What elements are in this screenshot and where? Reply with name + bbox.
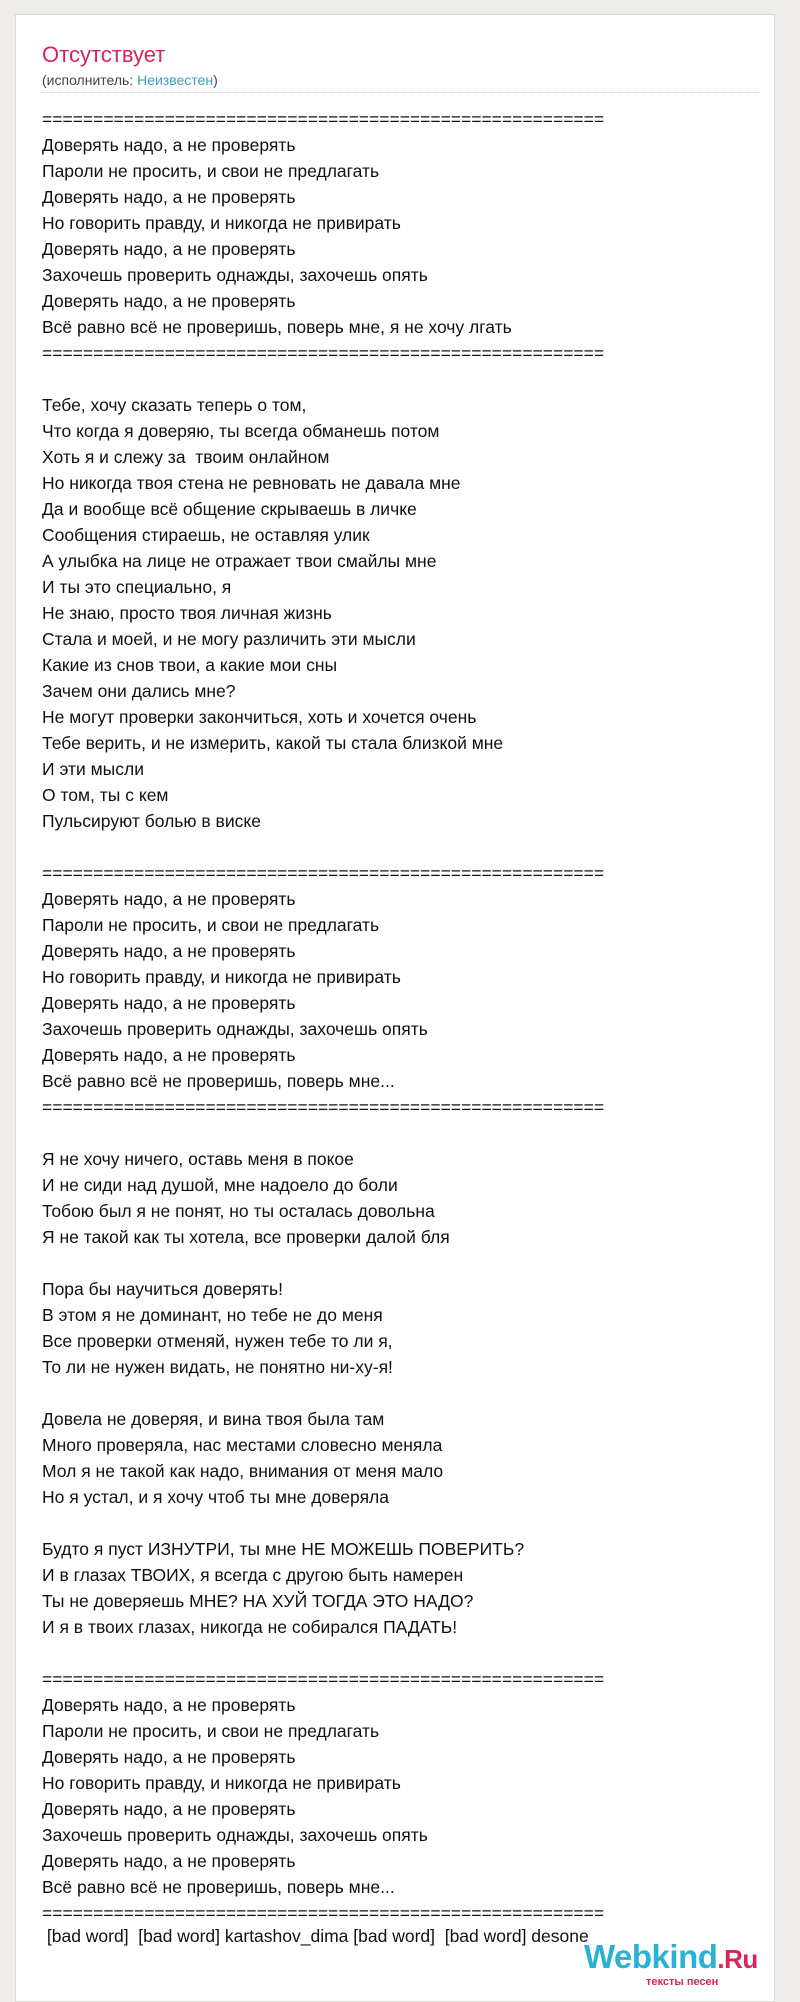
lyric-line: Но говорить правду, и никогда не привирать: [42, 213, 401, 233]
lyric-line: Что когда я доверяю, ты всегда обманешь потом: [42, 421, 440, 441]
lyric-line: Какие из снов твои, а какие мои сны: [42, 655, 338, 675]
lyric-line: Доверять надо, а не проверять: [42, 291, 296, 311]
lyric-line: =======================================================: [42, 1097, 605, 1117]
lyric-line: Я не такой как ты хотела, все проверки далой бля: [42, 1227, 450, 1247]
lyric-line: [42, 834, 760, 860]
lyric-line: Да и вообще всё общение скрываешь в личке: [42, 499, 417, 519]
lyric-line: Ты не доверяешь МНЕ? НА ХУЙ ТОГДА ЭТО НАДО?: [42, 1591, 474, 1611]
lyric-line: И не сиди над душой, мне надоело до боли: [42, 1175, 398, 1195]
lyric-line: Много проверяла, нас местами словесно меняла: [42, 1435, 443, 1455]
performer-line: [42, 72, 218, 88]
lyric-line: Зачем они дались мне?: [42, 681, 236, 701]
lyric-line: Пароли не просить, и свои не предлагать: [42, 161, 380, 181]
lyric-line: Доверять надо, а не проверять: [42, 1799, 296, 1819]
lyric-line: Всё равно всё не проверишь, поверь мне, я не хочу лгать: [42, 317, 512, 337]
logo-suffix-text: .Ru: [717, 1944, 758, 1974]
lyric-line: [42, 366, 760, 392]
lyric-line: Будто я пуст ИЗНУТРИ, ты мне НЕ МОЖЕШЬ ПОВЕРИТЬ?: [42, 1539, 525, 1559]
lyric-line: Я не хочу ничего, оставь меня в покое: [42, 1149, 354, 1169]
song-title: Отсутствует: [42, 42, 166, 67]
lyric-line: =======================================================: [42, 109, 605, 129]
lyric-line: В этом я не доминант, но тебе не до меня: [42, 1305, 383, 1325]
lyric-line: Всё равно всё не проверишь, поверь мне...: [42, 1877, 395, 1897]
lyric-line: Доверять надо, а не проверять: [42, 1747, 296, 1767]
lyric-line: Доверять надо, а не проверять: [42, 239, 296, 259]
lyric-line: Доверять надо, а не проверять: [42, 1045, 296, 1065]
lyrics-text: [42, 106, 760, 1926]
performer-link[interactable]: Неизвестен: [137, 72, 214, 88]
lyric-line: Доверять надо, а не проверять: [42, 941, 296, 961]
lyric-line: Пульсируют болью в виске: [42, 811, 261, 831]
logo-main-text: Webkind: [584, 1938, 718, 1975]
lyric-line: [42, 1250, 760, 1276]
lyric-line: А улыбка на лице не отражает твои смайлы мне: [42, 551, 437, 571]
lyric-line: Доверять надо, а не проверять: [42, 1851, 296, 1871]
lyric-line: Доверять надо, а не проверять: [42, 993, 296, 1013]
lyric-line: О том, ты с кем: [42, 785, 169, 805]
lyric-line: Но говорить правду, и никогда не привирать: [42, 967, 401, 987]
lyric-line: Стала и моей, и не могу различить эти мысли: [42, 629, 416, 649]
lyric-line: Тебе, хочу сказать теперь о том,: [42, 395, 307, 415]
lyric-line: [42, 1510, 760, 1536]
lyric-line: То ли не нужен видать, не понятно ни-ху-я!: [42, 1357, 393, 1377]
performer-suffix: ): [213, 72, 218, 88]
lyric-line: =======================================================: [42, 343, 605, 363]
lyric-line: Тебе верить, и не измерить, какой ты стала близкой мне: [42, 733, 504, 753]
lyric-line: Захочешь проверить однажды, захочешь опять: [42, 265, 428, 285]
lyric-line: Доверять надо, а не проверять: [42, 889, 296, 909]
lyric-line: Но никогда твоя стена не ревновать не давала мне: [42, 473, 461, 493]
divider: [42, 92, 760, 93]
lyric-line: Захочешь проверить однажды, захочешь опять: [42, 1019, 428, 1039]
lyric-line: Доверять надо, а не проверять: [42, 1695, 296, 1715]
lyric-line: =======================================================: [42, 1903, 605, 1923]
lyric-line: Мол я не такой как надо, внимания от меня мало: [42, 1461, 444, 1481]
webkind-logo[interactable]: [584, 1938, 774, 1988]
lyric-line: Но говорить правду, и никогда не привирать: [42, 1773, 401, 1793]
performer-prefix: (исполнитель:: [42, 72, 138, 88]
lyric-line: [42, 1380, 760, 1406]
lyric-line: Не знаю, просто твоя личная жизнь: [42, 603, 332, 623]
logo-tagline: тексты песен: [646, 1976, 719, 1988]
lyric-line: Тобою был я не понят, но ты осталась довольна: [42, 1201, 435, 1221]
lyric-line: Не могут проверки закончиться, хоть и хочется очень: [42, 707, 477, 727]
lyric-line: =======================================================: [42, 1669, 605, 1689]
lyric-line: И в глазах ТВОИХ, я всегда с другою быть намерен: [42, 1565, 464, 1585]
lyric-line: Доверять надо, а не проверять: [42, 187, 296, 207]
lyric-line: Все проверки отменяй, нужен тебе то ли я,: [42, 1331, 393, 1351]
lyric-line: И я в твоих глазах, никогда не собирался ПАДАТЬ!: [42, 1617, 458, 1637]
lyric-line: =======================================================: [42, 863, 605, 883]
lyric-line: Всё равно всё не проверишь, поверь мне...: [42, 1071, 395, 1091]
lyric-line: Хоть я и слежу за твоим онлайном: [42, 447, 330, 467]
lyric-line: Довела не доверяя, и вина твоя была там: [42, 1409, 385, 1429]
lyric-line: Пора бы научиться доверять!: [42, 1279, 283, 1299]
lyric-line: Сообщения стираешь, не оставляя улик: [42, 525, 370, 545]
lyric-line: Пароли не просить, и свои не предлагать: [42, 1721, 380, 1741]
logo-wordmark: [584, 1938, 758, 1976]
lyric-line: Пароли не просить, и свои не предлагать: [42, 915, 380, 935]
lyric-line: И эти мысли: [42, 759, 144, 779]
lyric-line: Но я устал, и я хочу чтоб ты мне доверяла: [42, 1487, 390, 1507]
lyric-line: Захочешь проверить однажды, захочешь опять: [42, 1825, 428, 1845]
lyric-line: Доверять надо, а не проверять: [42, 135, 296, 155]
lyric-line: [42, 1640, 760, 1666]
lyric-line: [42, 1120, 760, 1146]
footer-tags: [bad word] [bad word] kartashov_dima [bad word] [bad word] desone: [42, 1926, 589, 1946]
lyric-line: И ты это специально, я: [42, 577, 232, 597]
